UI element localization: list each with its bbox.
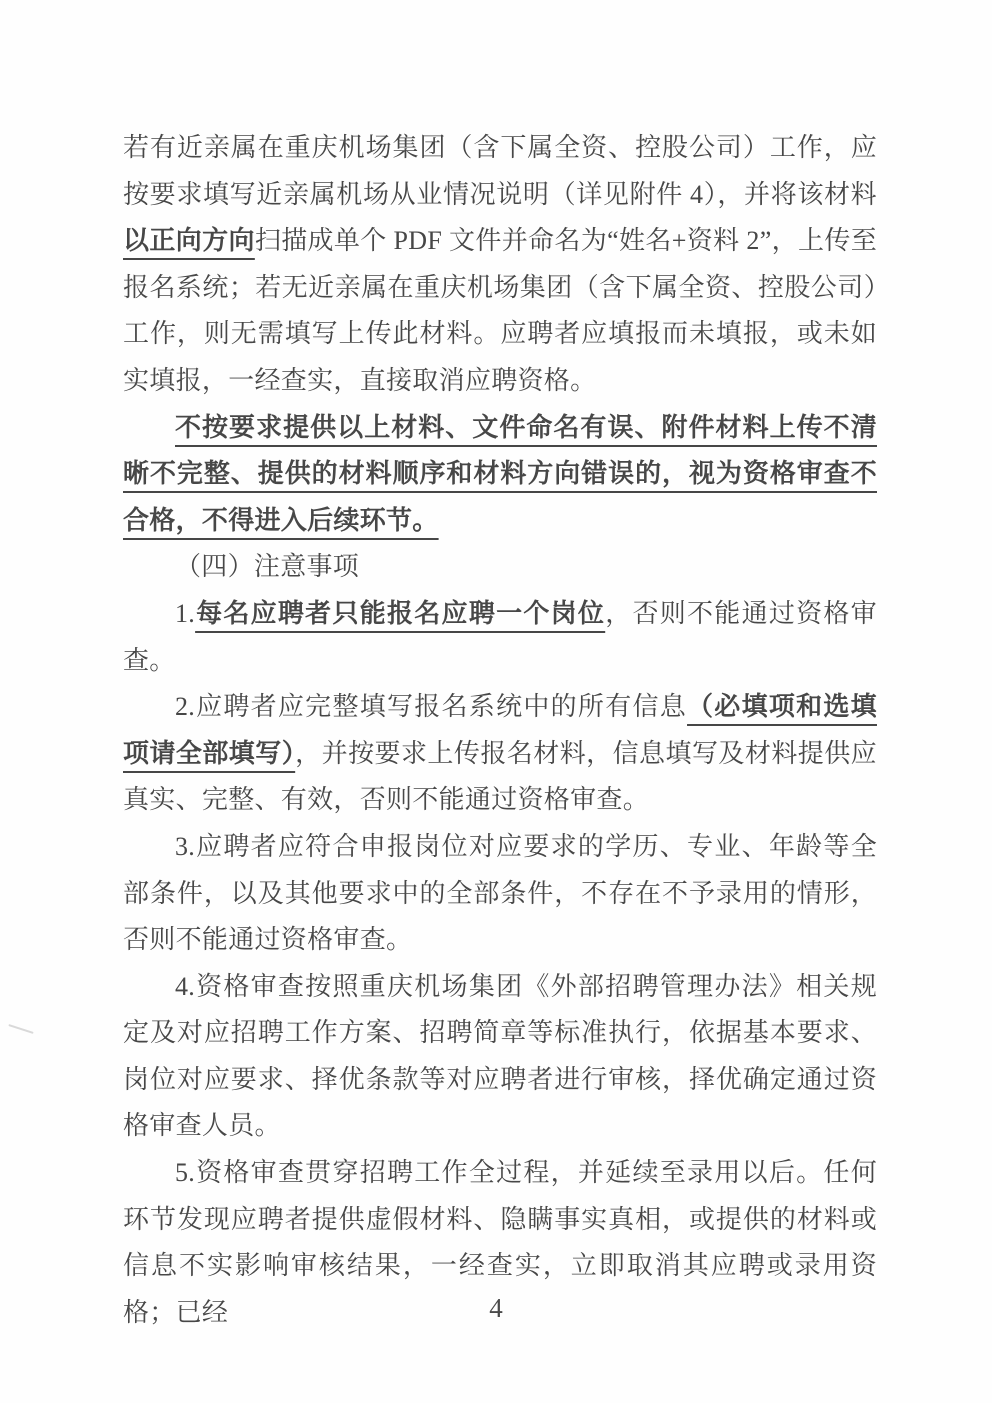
text-segment-normal: 1. <box>175 598 196 628</box>
para-disqualification-warning <box>123 405 877 545</box>
text-segment-normal: ，并按要求上传报名材料，信息填写及材料提供应真实、完整、有效，否则不能通过资格审查。 <box>123 738 877 815</box>
para-relatives-material <box>123 125 877 405</box>
text-segment-normal: ，否则不能通过资格审查。 <box>123 598 877 675</box>
page-number: 4 <box>489 1293 503 1323</box>
para-note-1 <box>123 591 877 684</box>
text-segment-normal: 2.应聘者应完整填写报名系统中的所有信息 <box>175 692 688 722</box>
text-segment-normal: 3.应聘者应符合申报岗位对应要求的学历、专业、年龄等全部条件，以及其他要求中的全部条件，不存在不予录用的情形，否则不能通过资格审查。 <box>123 831 877 955</box>
text-segment-normal: 5.资格审查贯穿招聘工作全过程，并延续至录用以后。任何环节发现应聘者提供虚假材料、隐瞒事实真相，或提供的材料或信息不实影响审核结果，一经查实，立即取消其应聘或录用资格；已经 <box>123 1158 877 1327</box>
scan-artifact-mark <box>8 1024 33 1034</box>
text-segment-normal: 扫描成单个 PDF 文件并命名为“姓名+资料 2”，上传至报名系统；若无近亲属在重庆机场集团（含下属全资、控股公司）工作，则无需填写上传此材料。应聘者应填报而未填报，或未如实填报，一经查实，直接取消应聘资格。 <box>123 226 877 395</box>
para-note-4 <box>123 964 877 1150</box>
text-segment-normal: （四）注意事项 <box>175 552 360 582</box>
text-segment-bold-underline: 每名应聘者只能报名应聘一个岗位 <box>195 598 606 628</box>
text-segment-normal: 若有近亲属在重庆机场集团（含下属全资、控股公司）工作，应按要求填写近亲属机场从业情况说明（详见附件 4），并将该材料 <box>123 133 877 209</box>
para-note-2 <box>123 684 877 824</box>
text-segment-bold-underline: （必填项和选填项请全部填写） <box>123 692 877 768</box>
para-note-3 <box>123 824 877 964</box>
text-segment-bold-underline: 不按要求提供以上材料、文件命名有误、附件材料上传不清晰不完整、提供的材料顺序和材料方向错误的，视为资格审查不合格，不得进入后续环节。 <box>123 412 877 535</box>
text-segment-bold-underline: 以正向方向 <box>123 226 255 256</box>
para-section-heading-notes <box>123 544 877 591</box>
text-segment-normal: 4.资格审查按照重庆机场集团《外部招聘管理办法》相关规定及对应招聘工作方案、招聘简章等标准执行，依据基本要求、岗位对应要求、择优条款等对应聘者进行审核，择优确定通过资格审查人员。 <box>123 971 877 1141</box>
document-body <box>123 125 877 1336</box>
